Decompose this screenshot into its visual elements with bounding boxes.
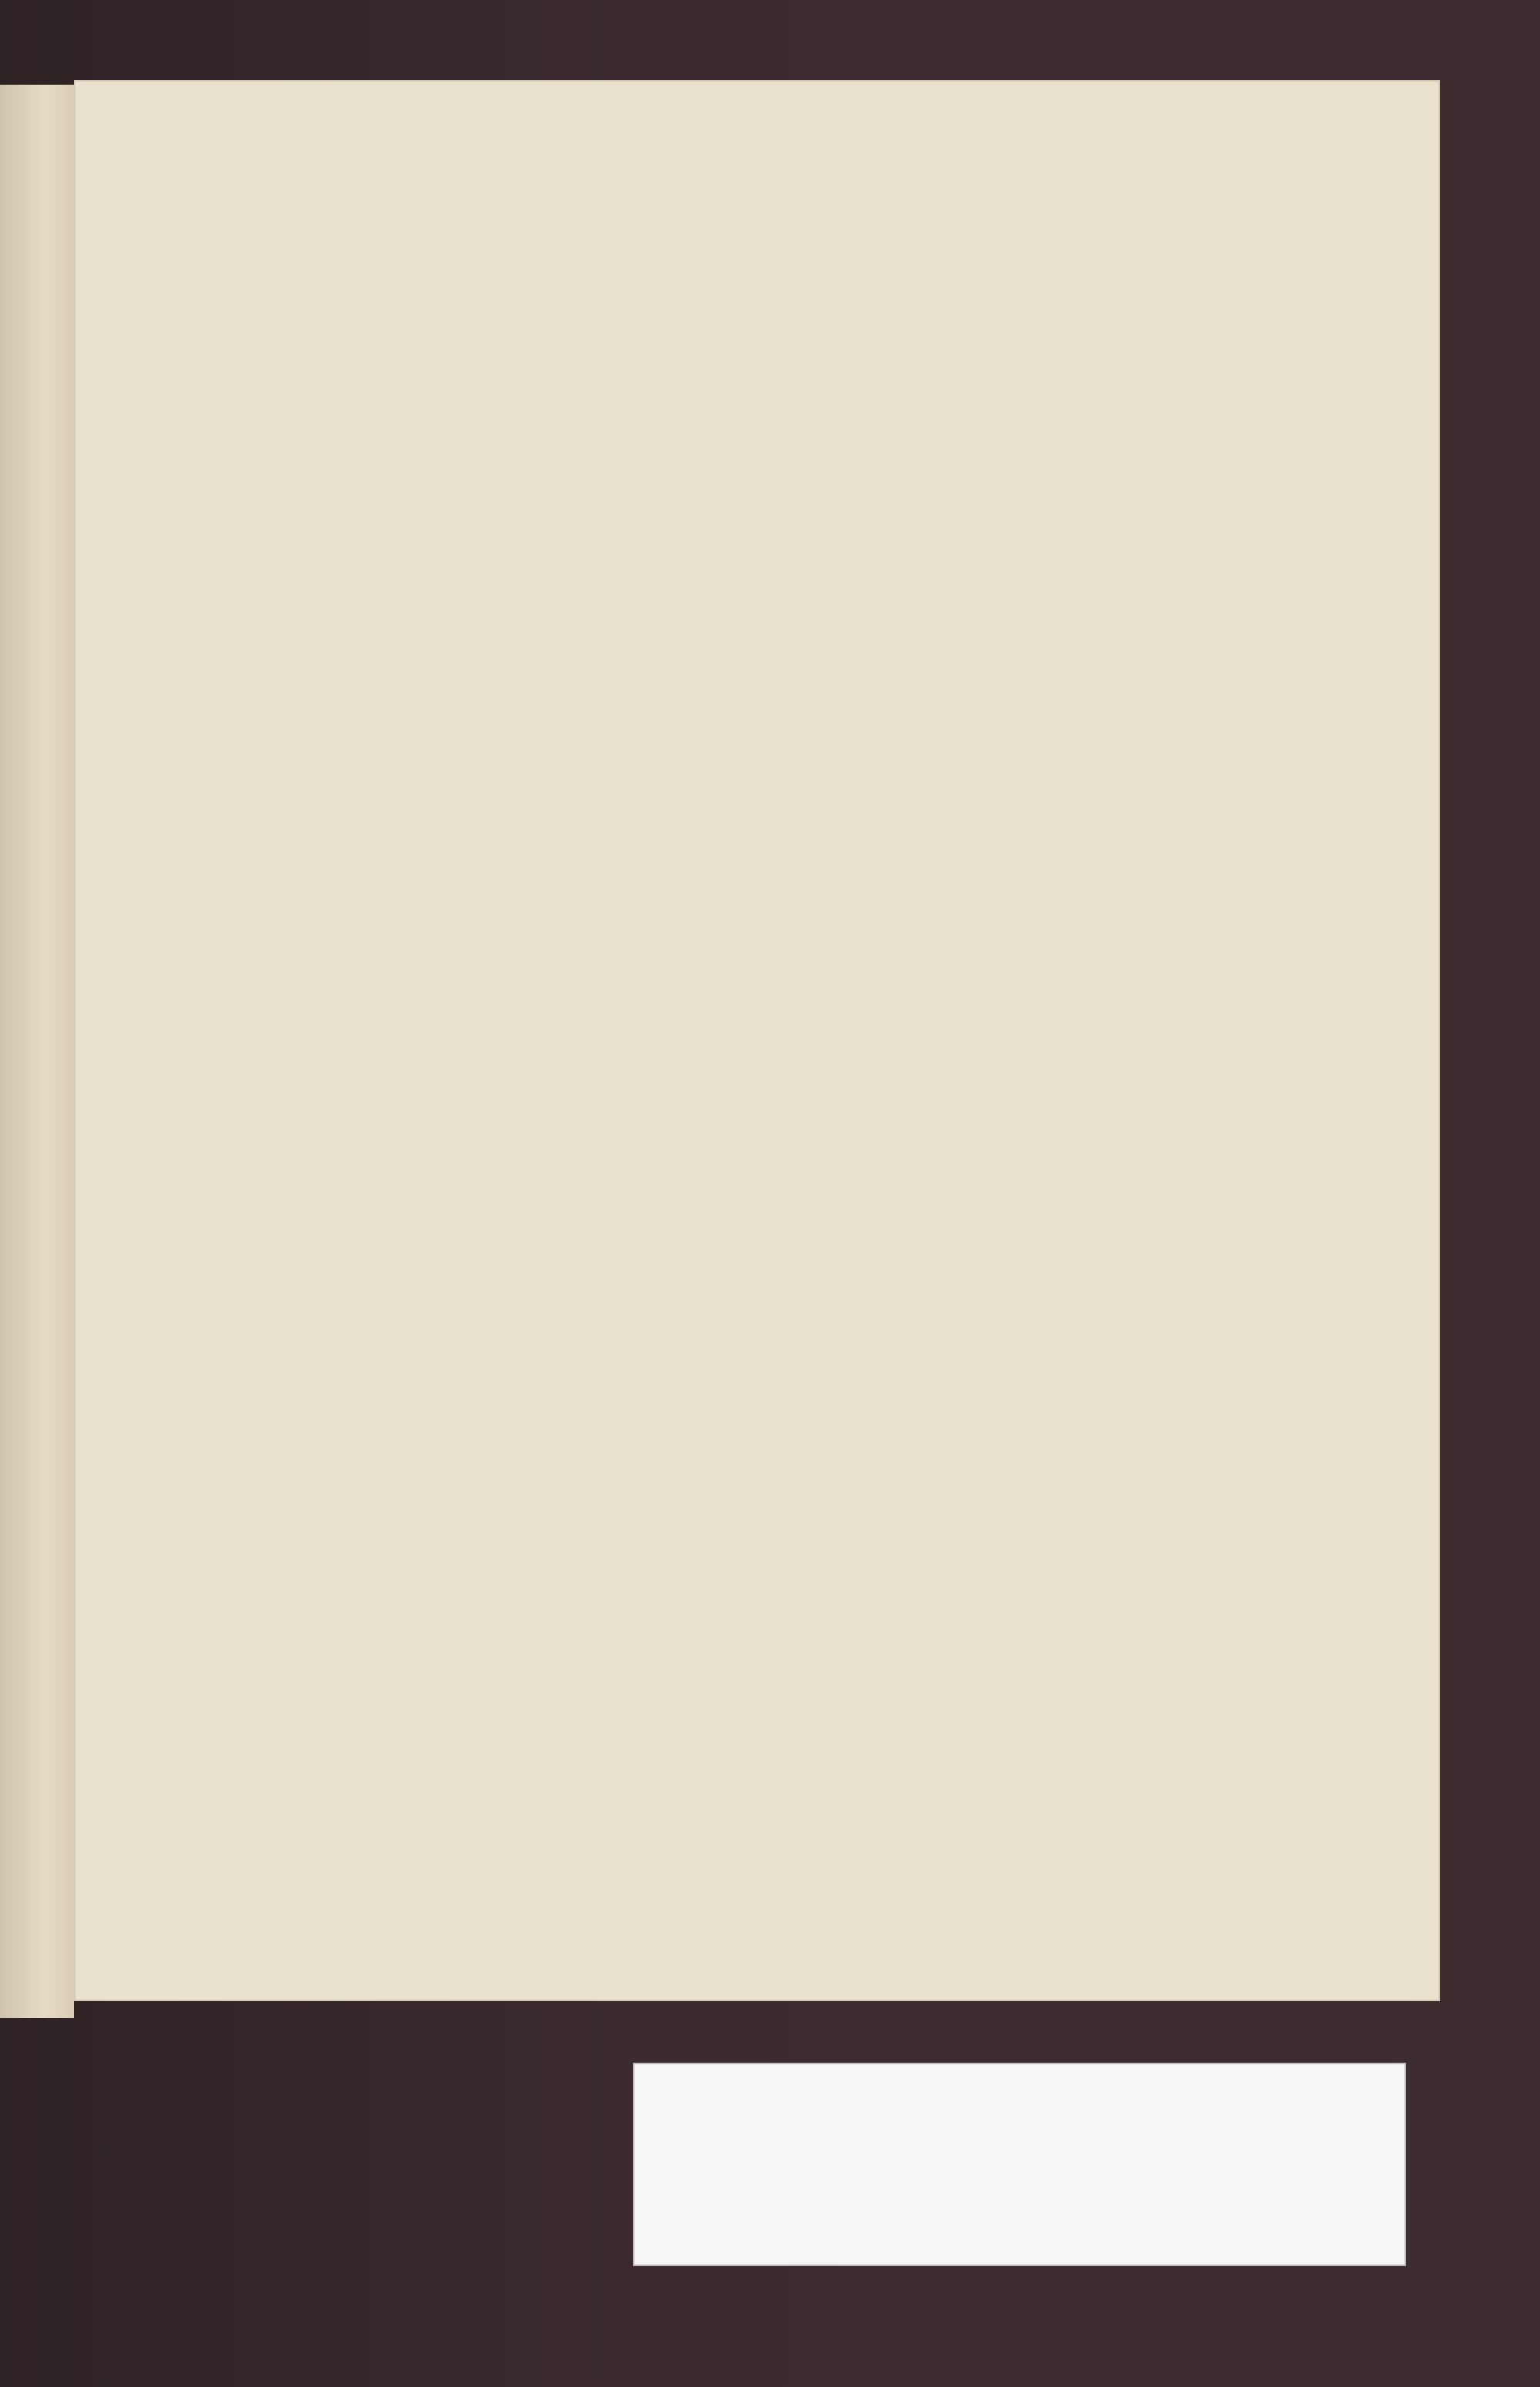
gray-swatch-mid — [1270, 2141, 1327, 2203]
gray-swatch-dark — [1214, 2141, 1270, 2203]
color-target-card — [633, 2063, 1406, 2266]
ruler-scale — [650, 2141, 1066, 2195]
book-page — [74, 80, 1440, 2001]
previous-page-edge — [0, 85, 74, 2018]
gray-swatch-light — [1327, 2141, 1384, 2203]
